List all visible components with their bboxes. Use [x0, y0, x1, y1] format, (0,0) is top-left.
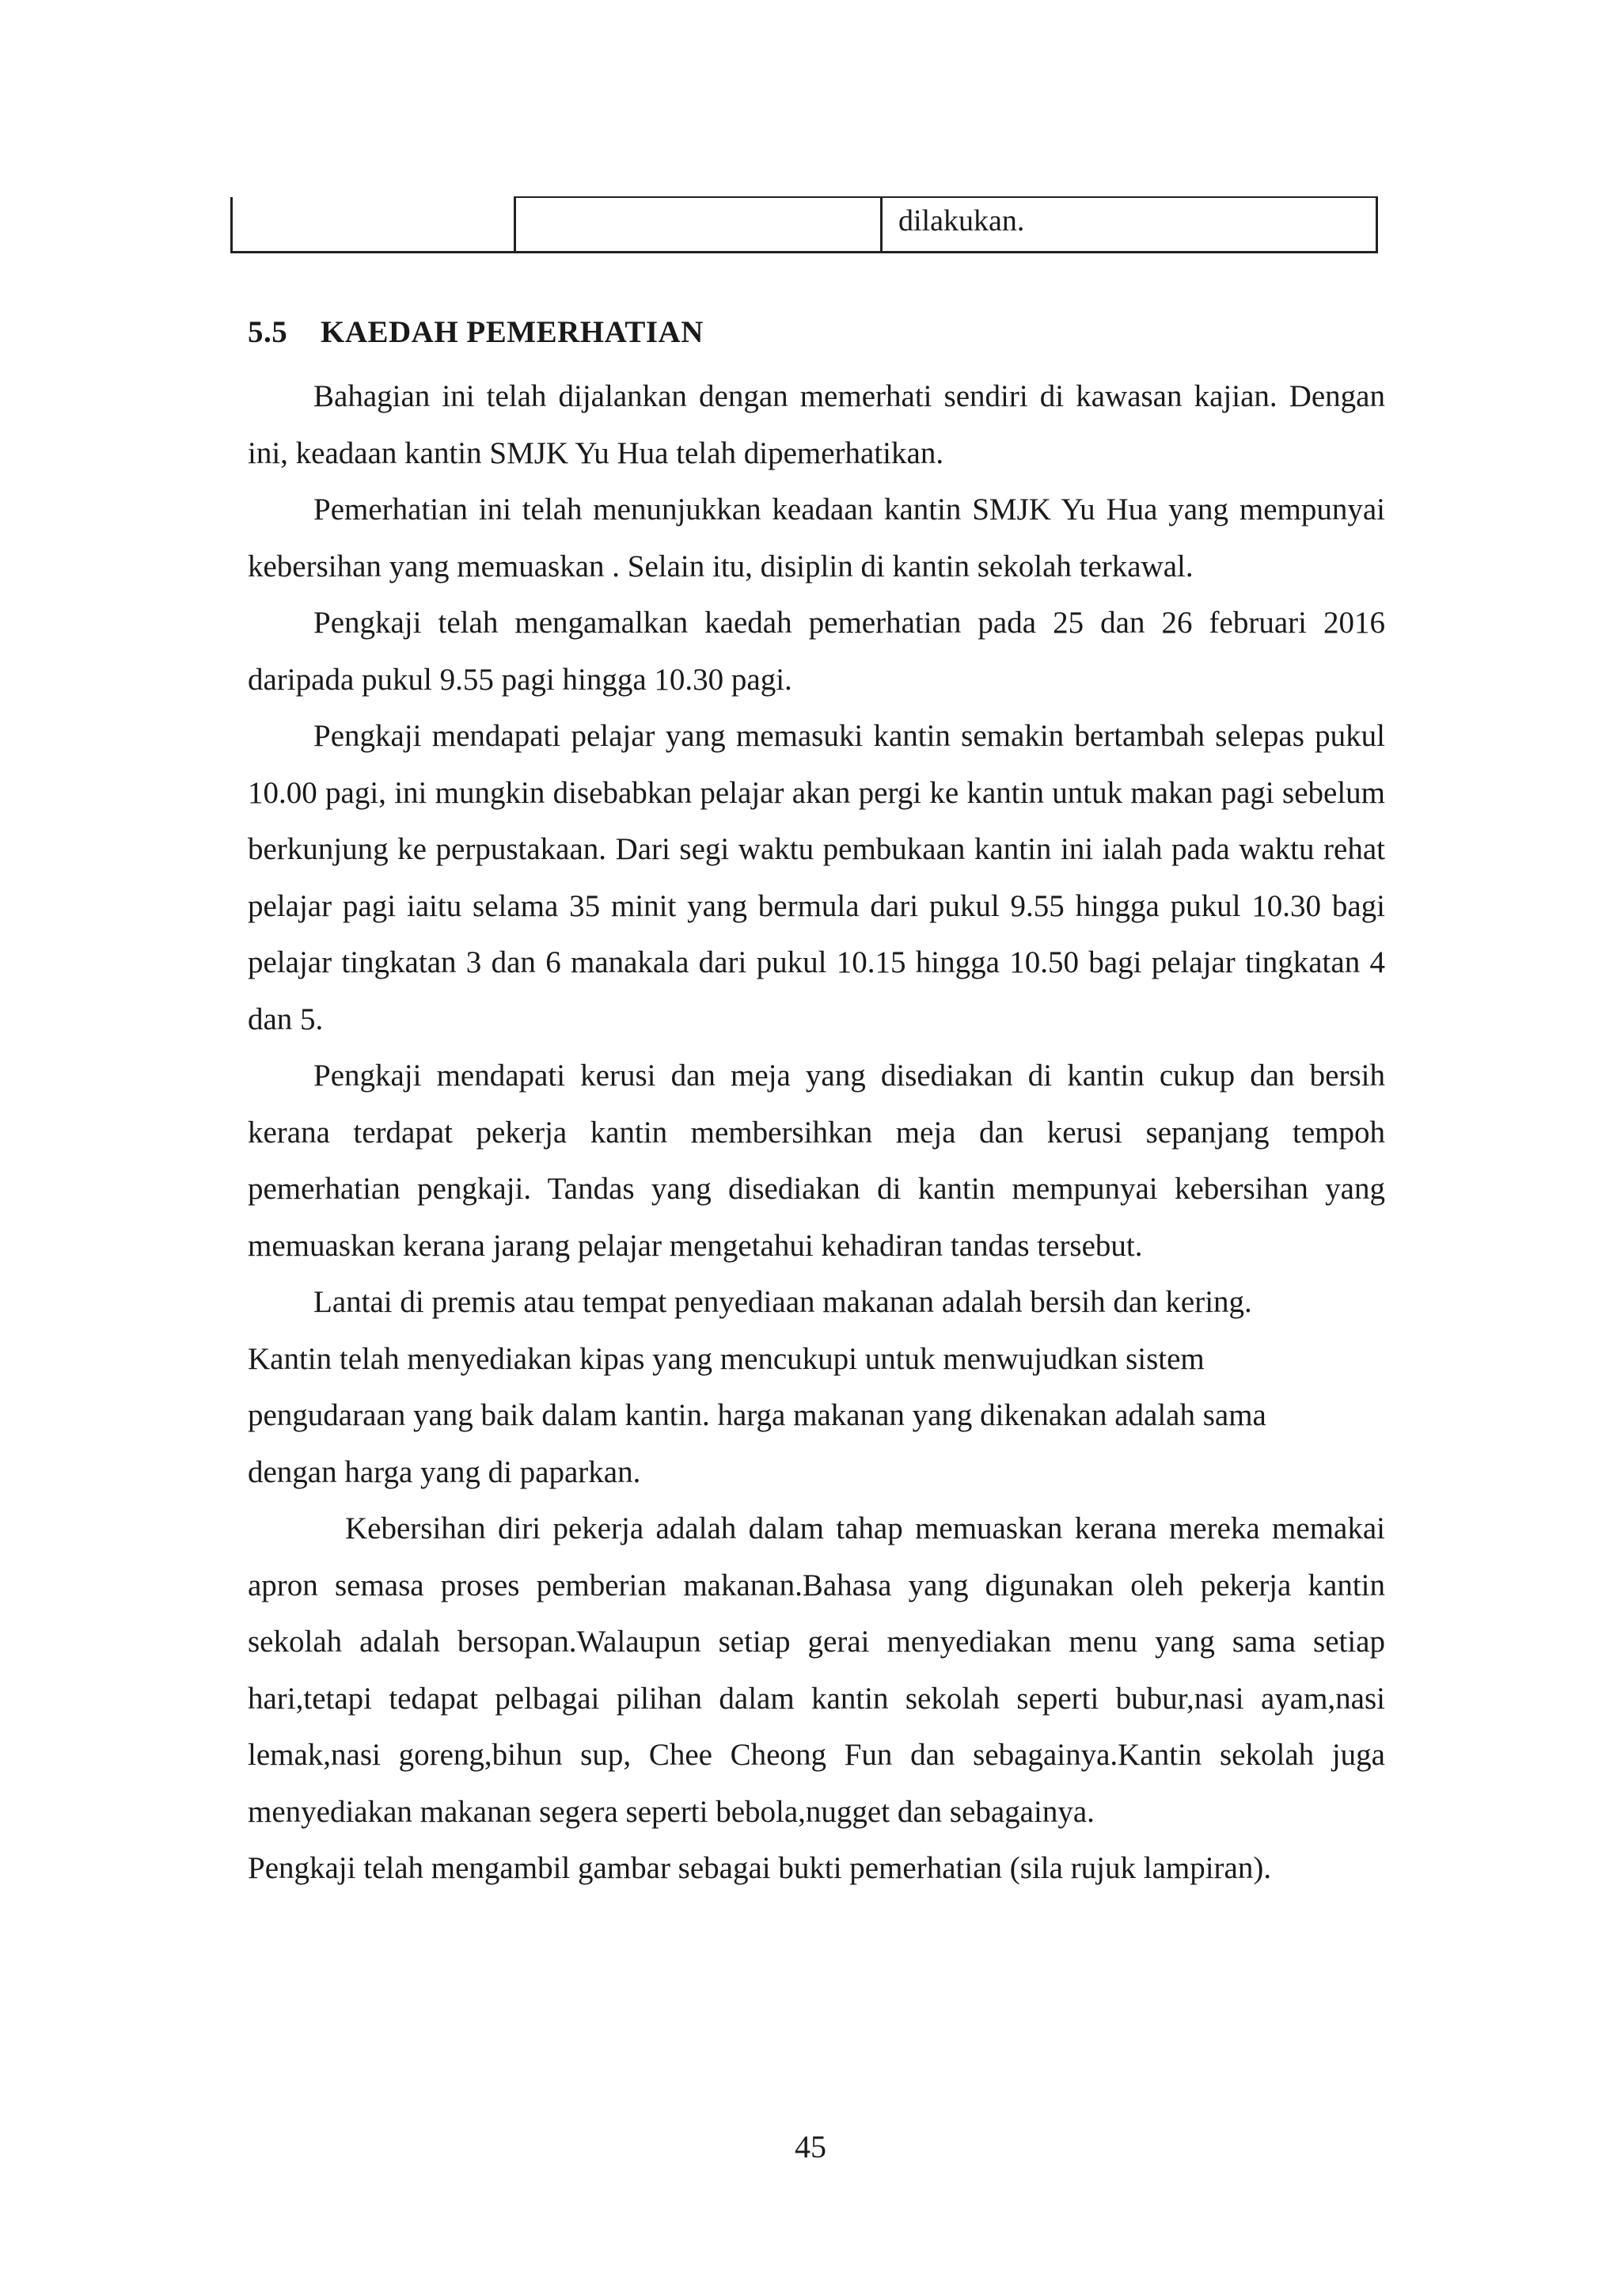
paragraph: Pemerhatian ini telah menunjukkan keadaan kantin SMJK Yu Hua yang mempunyai kebersihan yang memuaskan . Selain itu, disiplin di kantin sekolah terkawal. [248, 492, 1385, 584]
section-heading [248, 310, 704, 355]
table-cell: dilakukan. [882, 197, 1377, 253]
paragraph: pengudaraan yang baik dalam kantin. harga makanan yang dikenakan adalah sama [248, 1398, 1266, 1432]
paragraph: Pengkaji mendapati kerusi dan meja yang disediakan di kantin cukup dan bersih kerana terdapat pekerja kantin membersihkan meja dan kerusi sepanjang tempoh pemerhatian pengkaji. Tandas yang disediakan di kantin mempunyai kebersihan yang memuaskan kerana jarang pelajar mengetahui kehadiran tandas tersebut. [248, 1059, 1385, 1263]
paragraph: Kebersihan diri pekerja adalah dalam tahap memuaskan kerana mereka memakai apron semasa proses pemberian makanan.Bahasa yang digunakan oleh pekerja kantin sekolah adalah bersopan.Walaupun setiap gerai menyediakan menu yang sama setiap hari,tetapi tedapat pelbagai pilihan dalam kantin sekolah seperti bubur,nasi ayam,nasi lemak,nasi goreng,bihun sup, Chee Cheong Fun dan sebagainya.Kantin sekolah juga menyediakan makanan segera seperti bebola,nugget dan sebagainya. [248, 1511, 1385, 1829]
body-text [248, 368, 1385, 1897]
table-cell [232, 197, 515, 253]
paragraph: Bahagian ini telah dijalankan dengan memerhati sendiri di kawasan kajian. Dengan ini, keadaan kantin SMJK Yu Hua telah dipemerhatikan. [248, 379, 1385, 470]
paragraph: Pengkaji telah mengambil gambar sebagai bukti pemerhatian (sila rujuk lampiran). [248, 1851, 1272, 1885]
table-cell [515, 197, 882, 253]
table-row [232, 197, 1377, 253]
section-number: 5.5 [248, 315, 288, 349]
table-fragment [230, 196, 1378, 253]
paragraph: Pengkaji mendapati pelajar yang memasuki kantin semakin bertambah selepas pukul 10.00 pagi, ini mungkin disebabkan pelajar akan pergi ke kantin untuk makan pagi sebelum berkunjung ke perpustakaan. Dari segi waktu pembukaan kantin ini ialah pada waktu rehat pelajar pagi iaitu selama 35 minit yang bermula dari pukul 9.55 hingga pukul 10.30 bagi pelajar tingkatan 3 dan 6 manakala dari pukul 10.15 hingga 10.50 bagi pelajar tingkatan 4 dan 5. [248, 719, 1385, 1036]
paragraph: Lantai di premis atau tempat penyediaan makanan adalah bersih dan kering. [313, 1285, 1252, 1319]
paragraph: Kantin telah menyediakan kipas yang mencukupi untuk menwujudkan sistem [248, 1341, 1205, 1376]
paragraph: dengan harga yang di paparkan. [248, 1454, 641, 1489]
page-number: 45 [795, 2129, 826, 2165]
paragraph: Pengkaji telah mengamalkan kaedah pemerhatian pada 25 dan 26 februari 2016 daripada pukul 9.55 pagi hingga 10.30 pagi. [248, 606, 1385, 697]
section-title: KAEDAH PEMERHATIAN [321, 315, 704, 349]
